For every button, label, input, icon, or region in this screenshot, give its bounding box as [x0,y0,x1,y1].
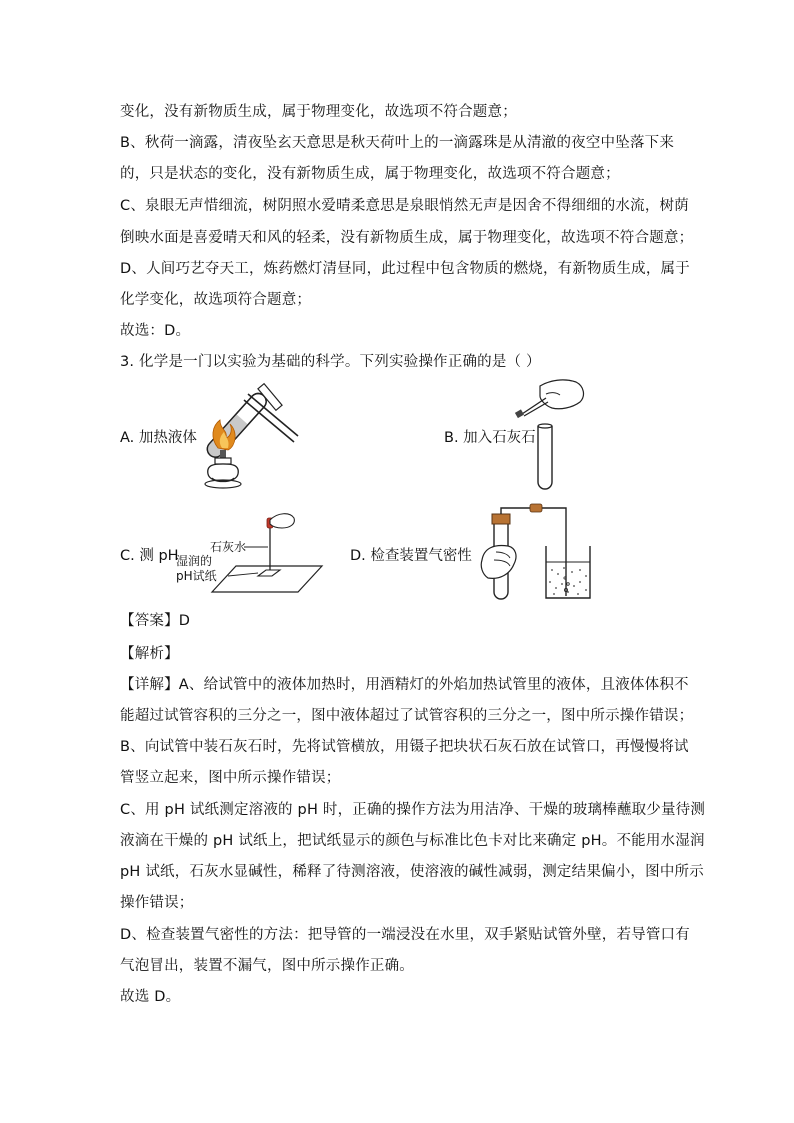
text-line: B、秋荷一滴露，清夜坠玄天意思是秋天荷叶上的一滴露珠是从清澈的夜空中坠落下来 [120,135,675,151]
text-line: 倒映水面是喜爱晴天和风的轻柔，没有新物质生成，属于物理变化，故选项不符合题意； [120,230,694,246]
measure-ph-figure [170,510,330,602]
wet-label: 湿润的 [176,554,213,568]
ph-paper-label: pH试纸 [176,569,217,583]
add-limestone-figure [500,378,590,498]
text-line: 操作错误； [120,895,194,911]
text-line: 能超过试管容积的三分之一，图中液体超过了试管容积的三分之一，图中所示操作错误； [120,708,694,724]
option-c-label: C. 测 pH [120,548,179,564]
question-stem: 3. 化学是一门以实验为基础的科学。下列实验操作正确的是（ ） [120,354,541,370]
analysis-heading: 【解析】 [120,646,179,662]
text-line: C、用 pH 试纸测定溶液的 pH 时，正确的操作方法为用洁净、干燥的玻璃棒蘸取少量待测 [120,802,706,818]
airtightness-figure [480,500,598,605]
text-line: 故选 D。 [120,989,181,1005]
text-line: D、人间巧艺夺天工，炼药燃灯清昼同，此过程中包含物质的燃烧，有新物质生成，属于 [120,261,690,277]
text-line: 【详解】A、给试管中的液体加热时，用酒精灯的外焰加热试管里的液体，且液体体积不 [120,677,689,693]
text-line: 变化，没有新物质生成，属于物理变化，故选项不符合题意； [120,104,517,120]
text-line: 化学变化，故选项符合题意； [120,292,312,308]
text-line: 故选：D。 [120,323,191,339]
text-line: 气泡冒出，装置不漏气，图中所示操作正确。 [120,958,414,974]
limewater-label: 石灰水 [210,540,247,554]
option-d-label: D. 检查装置气密性 [350,548,472,564]
text-line: B、向试管中装石灰石时，先将试管横放，用镊子把块状石灰石放在试管口，再慢慢将试 [120,739,689,755]
text-line: C、泉眼无声惜细流，树阴照水爱晴柔意思是泉眼悄然无声是因舍不得细细的水流，树荫 [120,198,689,214]
text-line: D、检查装置气密性的方法：把导管的一端浸没在水里，双手紧贴试管外壁，若导管口有 [120,927,690,943]
answer-line: 【答案】D [120,613,191,629]
option-a-label: A. 加热液体 [120,430,197,446]
text-line: 管竖立起来，图中所示操作错误； [120,770,341,786]
text-line: 的，只是状态的变化，没有新物质生成，属于物理变化，故选项不符合题意； [120,166,620,182]
text-line: 液滴在干燥的 pH 试纸上，把试纸显示的颜色与标准比色卡对比来确定 pH。不能用水湿润 [120,833,705,849]
heating-liquid-figure [196,380,306,495]
option-b-label: B. 加入石灰石 [444,430,536,446]
text-line: pH 试纸，石灰水显碱性，稀释了待测溶液，使溶液的碱性减弱，测定结果偏小，图中所示 [120,864,704,880]
